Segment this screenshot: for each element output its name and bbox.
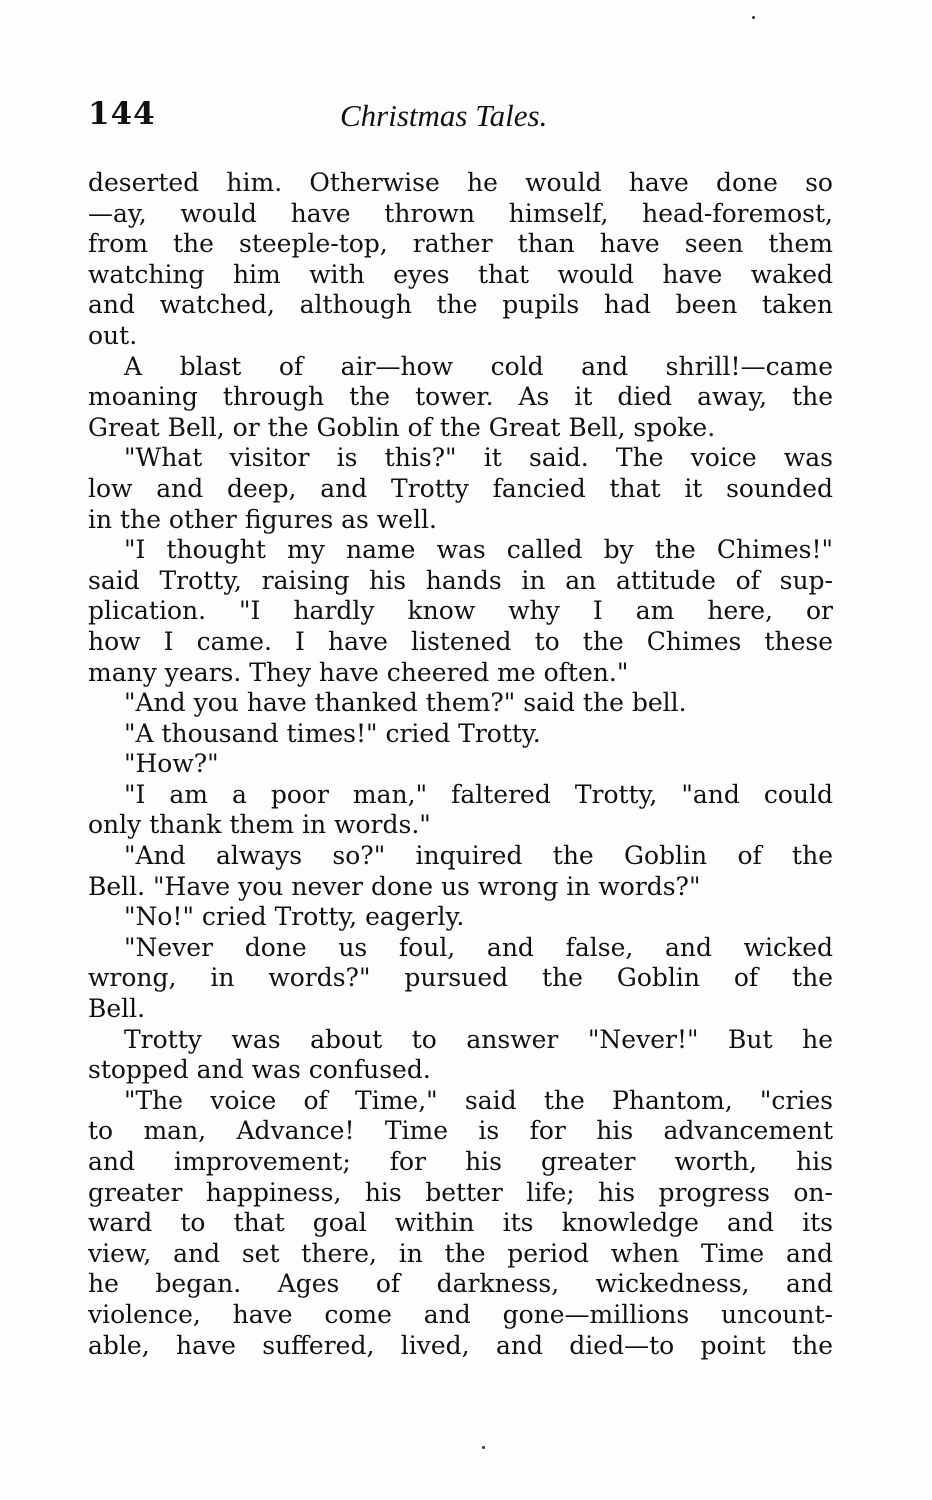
text-line: A blast of air—how cold and shrill!—came bbox=[124, 351, 833, 381]
text-line: "I am a poor man," faltered Trotty, "and could bbox=[124, 779, 833, 809]
body-text bbox=[88, 168, 833, 1361]
text-line: violence, have come and gone—millions uncount- bbox=[88, 1299, 833, 1329]
text-line: from the steeple-top, rather than have seen them bbox=[88, 229, 833, 259]
text-line: "A thousand times!" cried Trotty. bbox=[124, 718, 541, 748]
text-line: "How?" bbox=[124, 749, 219, 779]
text-line: wrong, in words?" pursued the Goblin of the bbox=[88, 963, 833, 993]
text-line: he began. Ages of darkness, wickedness, and bbox=[88, 1269, 833, 1299]
text-line: in the other figures as well. bbox=[88, 504, 437, 534]
text-line: out. bbox=[88, 320, 138, 350]
print-speck bbox=[482, 1446, 485, 1449]
text-line: able, have suffered, lived, and died—to point the bbox=[88, 1330, 833, 1360]
text-line: ward to that goal within its knowledge and its bbox=[88, 1208, 833, 1238]
text-line: Bell. "Have you never done us wrong in words?" bbox=[88, 871, 701, 901]
text-line: "And you have thanked them?" said the bell. bbox=[124, 688, 687, 718]
text-line: "And always so?" inquired the Goblin of the bbox=[124, 841, 833, 871]
text-line: Bell. bbox=[88, 994, 146, 1024]
page-number: 144 bbox=[88, 96, 156, 132]
text-line: to man, Advance! Time is for his advancement bbox=[88, 1116, 833, 1146]
text-line: "No!" cried Trotty, eagerly. bbox=[124, 902, 465, 932]
text-line: "What visitor is this?" it said. The voice was bbox=[124, 443, 833, 473]
text-line: view, and set there, in the period when Time and bbox=[88, 1238, 833, 1268]
text-line: many years. They have cheered me often." bbox=[88, 657, 629, 687]
page-header bbox=[88, 96, 833, 144]
text-line: —ay, would have thrown himself, head-foremost, bbox=[88, 198, 833, 228]
text-line: watching him with eyes that would have waked bbox=[88, 259, 833, 289]
text-line: "The voice of Time," said the Phantom, "cries bbox=[124, 1085, 833, 1115]
text-line: and watched, although the pupils had been taken bbox=[88, 290, 833, 320]
text-line: Trotty was about to answer "Never!" But he bbox=[124, 1024, 833, 1054]
text-line: only thank them in words." bbox=[88, 810, 431, 840]
text-line: "Never done us foul, and false, and wicked bbox=[124, 932, 833, 962]
text-line: deserted him. Otherwise he would have done so bbox=[88, 168, 833, 197]
text-line: and improvement; for his greater worth, his bbox=[88, 1147, 833, 1176]
print-speck bbox=[752, 16, 755, 19]
text-line: "I thought my name was called by the Chimes!" bbox=[124, 535, 833, 565]
text-line: Great Bell, or the Goblin of the Great Bell, spoke. bbox=[88, 412, 716, 442]
text-line: said Trotty, raising his hands in an attitude of sup- bbox=[88, 565, 833, 595]
text-line: plication. "I hardly know why I am here, or bbox=[88, 596, 833, 626]
text-line: stopped and was confused. bbox=[88, 1055, 431, 1085]
text-line: greater happiness, his better life; his progress on- bbox=[88, 1177, 833, 1207]
text-line: how I came. I have listened to the Chimes these bbox=[88, 626, 833, 656]
text-line: low and deep, and Trotty fancied that it sounded bbox=[88, 473, 833, 503]
text-line: moaning through the tower. As it died away, the bbox=[88, 382, 833, 412]
running-title: Christmas Tales. bbox=[340, 98, 548, 133]
